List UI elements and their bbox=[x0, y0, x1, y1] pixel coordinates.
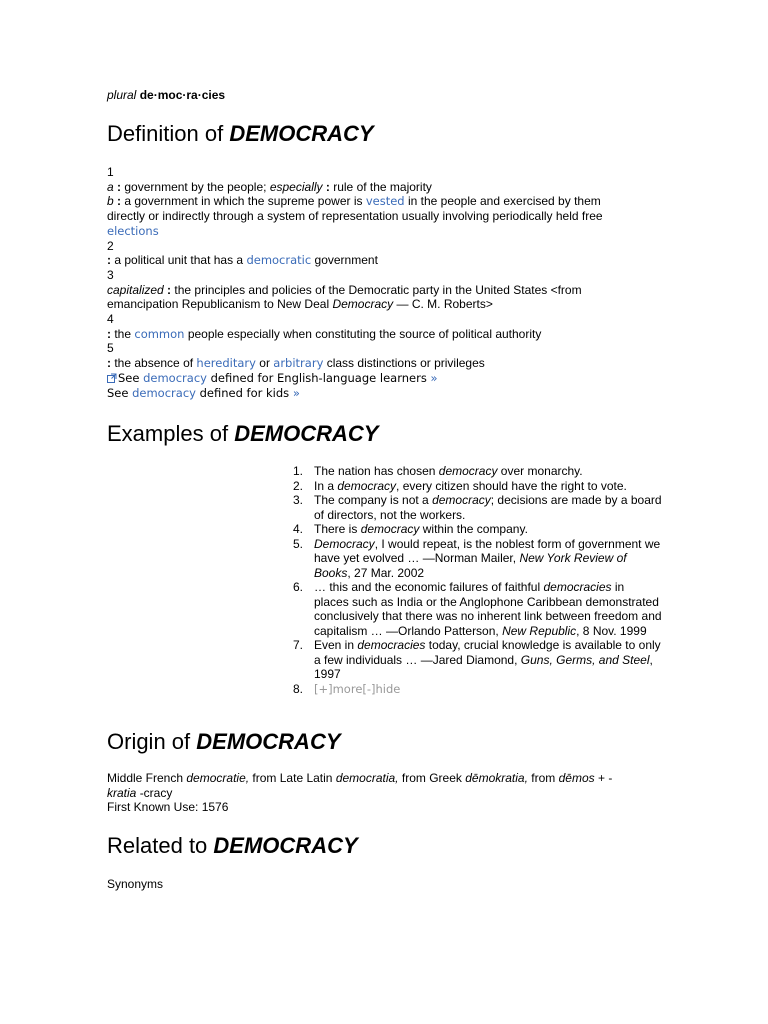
sense-2: : a political unit that has a democratic government bbox=[107, 253, 378, 268]
link-elections[interactable]: elections bbox=[107, 223, 159, 238]
raquo-kids[interactable]: » bbox=[292, 385, 300, 400]
sense-number-1: 1 bbox=[107, 165, 114, 179]
link-democracy-learners[interactable]: democracy bbox=[143, 370, 207, 385]
etymology: Middle French democratie, from Late Latin democratia, from Greek dēmokratia, from dēmos + - kratia -cracy bbox=[107, 771, 613, 800]
list-item: 3. The company is not a democracy; decisions are made by a board of directors, not the workers. bbox=[292, 493, 662, 522]
list-item: 1. The nation has chosen democracy over monarchy. bbox=[292, 464, 583, 478]
list-item: 6. … this and the economic failures of faithful democracies in places such as India or the Anglophone Caribbean demonstrated conclusively that there was no inherent link between freedom and capitalism … —Orlando Patterson, New Republic, 8 Nov. 1999 bbox=[292, 580, 662, 638]
list-item: 5. Democracy, I would repeat, is the noblest form of government we have yet evolved … —Norman Mailer, New York Review of Books, 27 Mar. 2002 bbox=[292, 536, 661, 580]
plural-line bbox=[107, 88, 225, 103]
sense-4: : the common people especially when constituting the source of political authority bbox=[107, 326, 542, 341]
plural-form: de·moc·ra·cies bbox=[139, 88, 226, 102]
first-known-use: First Known Use: 1576 bbox=[107, 800, 229, 815]
list-item: 7. Even in democracies today, crucial knowledge is available to only a few individuals … —Jared Diamond, Guns, Germs, and Steel, 1997 bbox=[292, 638, 661, 681]
definition-heading: Definition of DEMOCRACY bbox=[107, 121, 374, 146]
examples-heading: Examples of DEMOCRACY bbox=[107, 421, 379, 446]
sense-5: : the absence of hereditary or arbitrary class distinctions or privileges bbox=[107, 356, 485, 371]
list-item: 4. There is democracy within the company. bbox=[292, 522, 528, 536]
sense-1b: b : a government in which the supreme power is vested in the people and exercised by them directly or indirectly through a system of representation usually involving periodically held free elections bbox=[107, 194, 603, 238]
sense-1a: a : government by the people; especially : rule of the majority bbox=[107, 179, 432, 194]
link-vested[interactable]: vested bbox=[365, 194, 405, 209]
see-kids-line: See democracy defined for kids » bbox=[107, 385, 300, 400]
link-democratic[interactable]: democratic bbox=[246, 253, 312, 268]
sense-number-4: 4 bbox=[107, 312, 114, 327]
external-link-icon bbox=[107, 373, 117, 383]
raquo-learners[interactable]: » bbox=[430, 370, 438, 385]
link-common[interactable]: common bbox=[134, 326, 185, 341]
list-item: 2. In a democracy, every citizen should have the right to vote. bbox=[292, 478, 627, 493]
definition-body bbox=[107, 165, 637, 401]
related-heading: Related to DEMOCRACY bbox=[107, 833, 358, 858]
origin-body bbox=[107, 771, 637, 815]
see-learners-line: See democracy defined for English-language learners » bbox=[107, 371, 637, 386]
sense-number-2: 2 bbox=[107, 238, 114, 253]
plural-label: plural bbox=[107, 88, 137, 102]
more-hide-toggle[interactable]: [+]more[-]hide bbox=[314, 681, 401, 696]
link-hereditary[interactable]: hereditary bbox=[196, 356, 256, 371]
origin-heading: Origin of DEMOCRACY bbox=[107, 729, 341, 754]
sense-number-5: 5 bbox=[107, 341, 114, 356]
sense-number-3: 3 bbox=[107, 267, 114, 282]
sense-3: capitalized : the principles and policies of the Democratic party in the United States <from emancipation Republicanism to New Deal Democracy — C. M. Roberts> bbox=[107, 282, 582, 312]
examples-list bbox=[277, 464, 662, 696]
synonyms-label: Synonyms bbox=[107, 877, 164, 891]
link-arbitrary[interactable]: arbitrary bbox=[273, 356, 324, 371]
list-item: 8. [+]more[-]hide bbox=[292, 681, 401, 696]
link-democracy-kids[interactable]: democracy bbox=[132, 385, 196, 400]
